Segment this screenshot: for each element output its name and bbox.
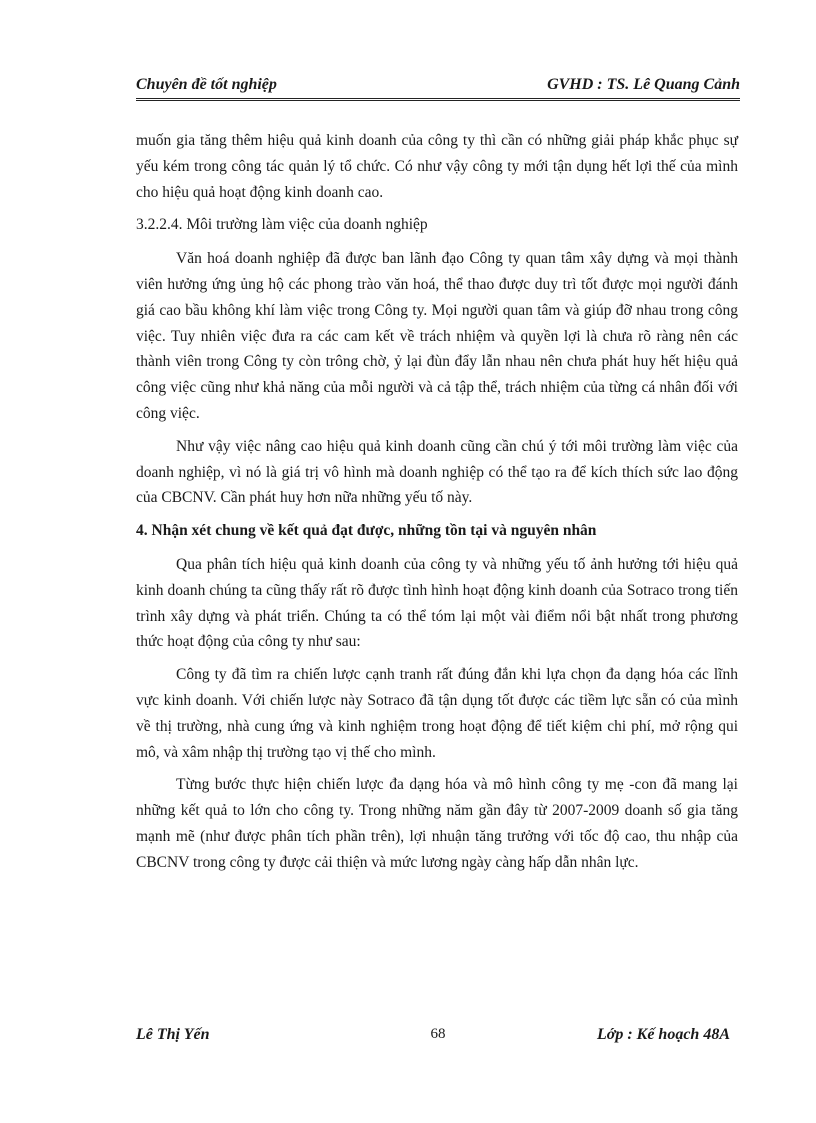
section-heading-4: 4. Nhận xét chung về kết quả đạt được, những tồn tại và nguyên nhân	[136, 522, 597, 540]
page-footer	[136, 1026, 740, 1050]
footer-author: Lê Thị Yến	[136, 1026, 210, 1043]
page-header	[136, 72, 740, 101]
page-body	[136, 128, 738, 883]
paragraph-3: Như vậy việc nâng cao hiệu quả kinh doanh cũng cần chú ý tới môi trường làm việc của doanh nghiệp, vì nó là giá trị vô hình mà doanh nghiệp có thể tạo ra để kích thích sức lao động của CBCNV. Cần phát huy hơn nữa những yếu tố này.	[136, 437, 738, 507]
page-number: 68	[430, 1026, 446, 1042]
paragraph-2: Văn hoá doanh nghiệp đã được ban lãnh đạo Công ty quan tâm xây dựng và mọi thành viên hưởng ứng ủng hộ các phong trào văn hoá, thể thao được duy trì tốt được mọi người đánh giá cao bầu không khí làm việc trong Công ty. Mọi người quan tâm và giúp đỡ nhau trong công việc. Tuy nhiên việc đưa ra các cam kết về trách nhiệm và quyền lợi là chưa rõ ràng nên các thành viên trong Công ty còn trông chờ, ỷ lại đùn đẩy lẫn nhau nên chưa phát huy hết hiệu quả công việc cũng như khả năng của mỗi người và cả tập thể, trách nhiệm của từng cá nhân đối với công việc.	[136, 250, 738, 422]
subsection-heading: 3.2.2.4. Môi trường làm việc của doanh nghiệp	[136, 216, 428, 234]
footer-class: Lớp : Kế hoạch 48A	[596, 1026, 730, 1043]
paragraph-5: Công ty đã tìm ra chiến lược cạnh tranh rất đúng đắn khi lựa chọn đa dạng hóa các lĩnh vực kinh doanh. Với chiến lược này Sotraco đã tận dụng tốt được các tiềm lực sẵn có của mình về thị trường, nhà cung ứng và kinh nghiệm trong hoạt động để tiết kiệm chi phí, mở rộng qui mô, và xâm nhập thị trường tạo vị thế cho mình.	[136, 666, 738, 761]
paragraph-6: Từng bước thực hiện chiến lược đa dạng hóa và mô hình công ty mẹ -con đã mang lại những kết quả to lớn cho công ty. Trong những năm gần đây từ 2007-2009 doanh số gia tăng mạnh mẽ (như được phân tích phần trên), lợi nhuận tăng trưởng với tốc độ cao, thu nhập của CBCNV trong công ty được cải thiện và mức lương ngày càng hấp dẫn nhân lực.	[136, 776, 738, 871]
header-title: Chuyên đề tốt nghiệp	[136, 76, 277, 93]
paragraph-1: muốn gia tăng thêm hiệu quả kinh doanh của công ty thì cần có những giải pháp khắc phục sự yếu kém trong công tác quản lý tổ chức. Có như vậy công ty mới tận dụng hết lợi thế của mình cho hiệu quả hoạt động kinh doanh cao.	[136, 132, 738, 201]
header-advisor: GVHD : TS. Lê Quang Cảnh	[547, 76, 740, 93]
paragraph-4: Qua phân tích hiệu quả kinh doanh của công ty và những yếu tố ảnh hưởng tới hiệu quả kinh doanh chúng ta cũng thấy rất rõ được tình hình hoạt động kinh doanh của Sotraco trong tiến trình xây dựng và phát triển. Chúng ta có thể tóm lại một vài điểm nổi bật nhất trong phương thức hoạt động của công ty như sau:	[136, 555, 738, 651]
